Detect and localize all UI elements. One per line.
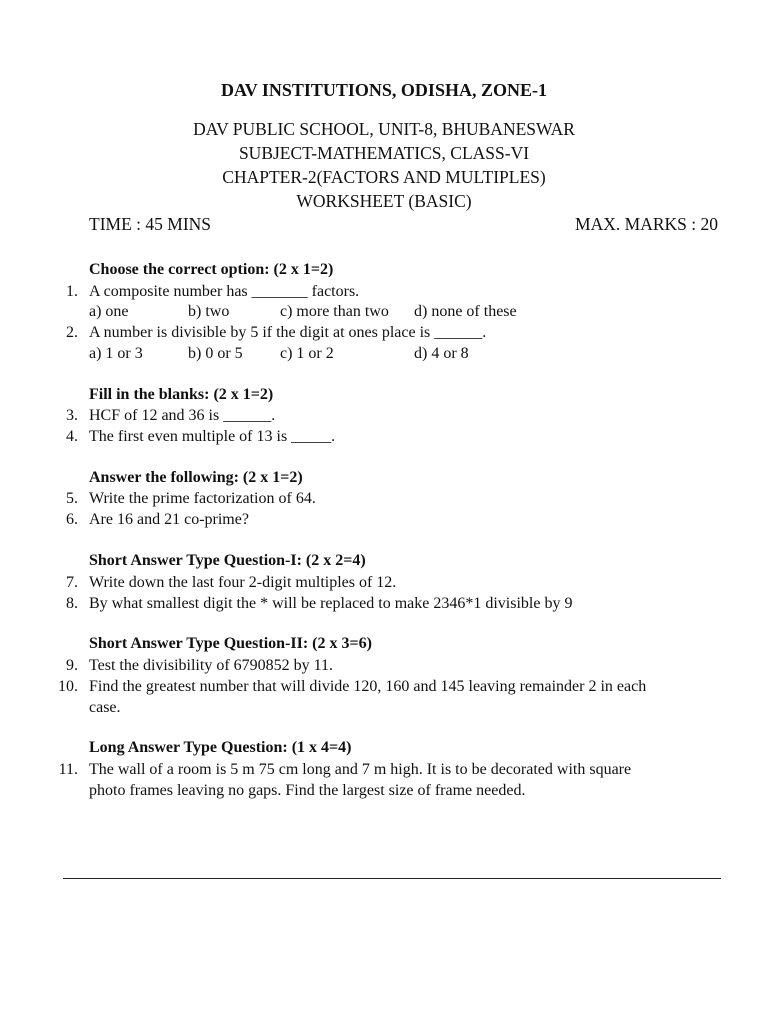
section-heading: Short Answer Type Question-II: (2 x 3=6) [89, 635, 372, 652]
bottom-divider [63, 878, 721, 879]
question-text: A number is divisible by 5 if the digit at ones place is ______. [89, 324, 487, 341]
question-number: 8. [66, 595, 78, 612]
option-a: a) one [89, 303, 129, 320]
option-a: a) 1 or 3 [89, 345, 143, 362]
question-number: 6. [66, 511, 78, 528]
question-text: Are 16 and 21 co-prime? [89, 511, 249, 528]
chapter-line: CHAPTER-2(FACTORS AND MULTIPLES) [222, 167, 546, 187]
option-d: d) none of these [414, 303, 517, 320]
question-text: Find the greatest number that will divide 120, 160 and 145 leaving remainder 2 in each [89, 678, 647, 695]
question-number: 9. [66, 657, 78, 674]
question-number: 1. [66, 283, 78, 300]
question-text: Write the prime factorization of 64. [89, 490, 316, 507]
question-number: 2. [66, 324, 78, 341]
option-c: c) 1 or 2 [280, 345, 334, 362]
question-number: 3. [66, 407, 78, 424]
question-text: The first even multiple of 13 is _____. [89, 428, 336, 445]
section-heading: Choose the correct option: (2 x 1=2) [89, 261, 334, 278]
worksheet-type: WORKSHEET (BASIC) [296, 191, 472, 211]
question-text: The wall of a room is 5 m 75 cm long and 7 m high. It is to be decorated with square [89, 761, 632, 778]
question-number: 5. [66, 490, 78, 507]
option-b: b) 0 or 5 [188, 345, 243, 362]
school-name: DAV PUBLIC SCHOOL, UNIT-8, BHUBANESWAR [193, 119, 575, 139]
question-number: 4. [66, 428, 78, 445]
question-text: Write down the last four 2-digit multiples of 12. [89, 574, 397, 591]
option-b: b) two [188, 303, 230, 320]
question-text-continued: case. [89, 699, 121, 716]
page-title: DAV INSTITUTIONS, ODISHA, ZONE-1 [221, 80, 547, 100]
time-allowed: TIME : 45 MINS [89, 214, 212, 234]
max-marks: MAX. MARKS : 20 [575, 214, 718, 234]
section-heading: Long Answer Type Question: (1 x 4=4) [89, 739, 352, 756]
section-heading: Answer the following: (2 x 1=2) [89, 469, 303, 486]
question-number: 11. [58, 761, 78, 778]
section-heading: Fill in the blanks: (2 x 1=2) [89, 386, 274, 403]
question-text: By what smallest digit the * will be replaced to make 2346*1 divisible by 9 [89, 595, 573, 612]
question-number: 7. [66, 574, 78, 591]
question-text: A composite number has _______ factors. [89, 283, 360, 300]
question-text: Test the divisibility of 6790852 by 11. [89, 657, 334, 674]
question-text: HCF of 12 and 36 is ______. [89, 407, 276, 424]
option-c: c) more than two [280, 303, 389, 320]
subject-line: SUBJECT-MATHEMATICS, CLASS-VI [238, 143, 530, 163]
option-d: d) 4 or 8 [414, 345, 469, 362]
question-text-continued: photo frames leaving no gaps. Find the largest size of frame needed. [89, 782, 526, 799]
question-number: 10. [58, 678, 78, 695]
section-heading: Short Answer Type Question-I: (2 x 2=4) [89, 552, 366, 569]
